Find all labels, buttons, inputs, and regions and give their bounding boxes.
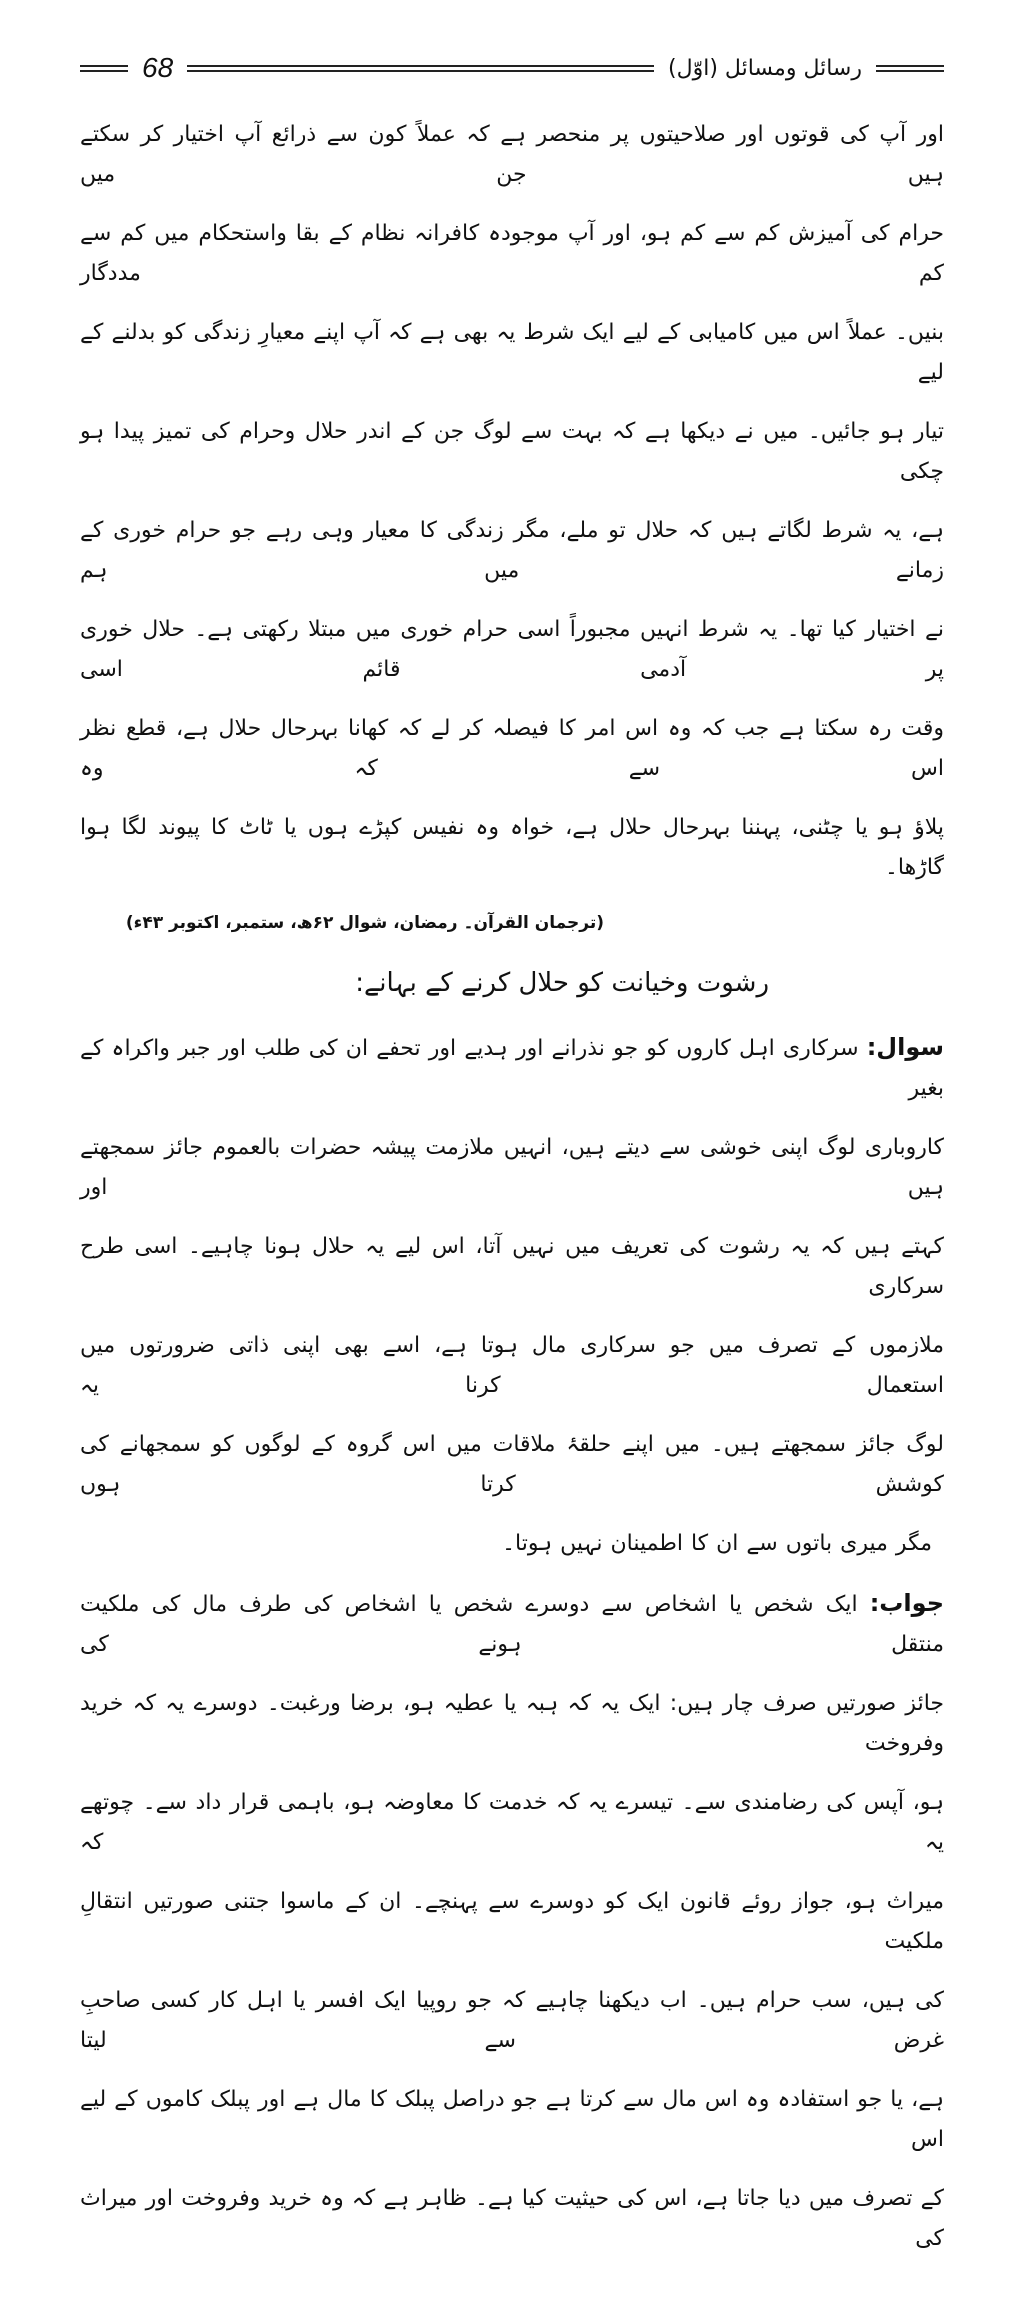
text-line: سرکاری اہل کاروں کو جو نذرانے اور ہدیے اور تحفے ان کی طلب اور جبر واکراہ کے بغیر xyxy=(80,1036,944,1101)
page-header xyxy=(80,48,944,88)
answer-section xyxy=(80,1574,944,2269)
text-line: پلاؤ ہو یا چٹنی، پہننا بہرحال حلال ہے، خواہ وہ نفیس کپڑے ہوں یا ٹاٹ کا پیوند لگا ہوا گاڑھا۔ xyxy=(80,815,944,880)
text-line: اور آپ کی قوتوں اور صلاحیتوں پر منحصر ہے کہ عملاً کون سے ذرائع آپ اختیار کر سکتے ہیں جن میں xyxy=(80,122,944,187)
text-line: کے تصرف میں دیا جاتا ہے، اس کی حیثیت کیا ہے۔ ظاہر ہے کہ وہ خرید وفروخت اور میراث کی xyxy=(80,2186,944,2251)
page-number: 68 xyxy=(142,52,174,83)
text-line: میراث ہو، جواز روئے قانون ایک کو دوسرے سے پہنچے۔ ان کے ماسوا جتنی صورتیں انتقالِ ملکیت xyxy=(80,1889,944,1954)
text-line: تیار ہو جائیں۔ میں نے دیکھا ہے کہ بہت سے لوگ جن کے اندر حلال وحرام کی تمیز پیدا ہو چکی xyxy=(80,419,944,484)
text-line: کہتے ہیں کہ یہ رشوت کی تعریف میں نہیں آتا، اس لیے یہ حلال ہونا چاہیے۔ اسی طرح سرکاری xyxy=(80,1234,944,1299)
question-first-line xyxy=(80,1018,944,1119)
text-line: مگر میری باتوں سے ان کا اطمینان نہیں ہوتا۔ xyxy=(502,1531,932,1556)
text-line: جائز صورتیں صرف چار ہیں: ایک یہ کہ ہبہ یا عطیہ ہو، برضا ورغبت۔ دوسرے یہ کہ خرید وفروخت xyxy=(80,1691,944,1756)
text-line: وقت رہ سکتا ہے جب کہ وہ اس امر کا فیصلہ کر لے کہ کھانا بہرحال حلال ہے، قطع نظر اس سے کہ وہ xyxy=(80,716,944,781)
text-line: ہے، یا جو استفادہ وہ اس مال سے کرتا ہے جو دراصل پبلک کا مال ہے اور پبلک کاموں کے لیے اس xyxy=(80,2087,944,2152)
text-line: ہو، آپس کی رضامندی سے۔ تیسرے یہ کہ خدمت کا معاوضہ ہو، باہمی قرار داد سے۔ چوتھے یہ کہ xyxy=(80,1790,944,1855)
text-line: حرام کی آمیزش کم سے کم ہو، اور آپ موجودہ کافرانہ نظام کے بقا واستحکام میں کم سے کم مددگار xyxy=(80,221,944,286)
text-line: ایک شخص یا اشخاص سے دوسرے شخص یا اشخاص کی طرف مال کی ملکیت منتقل ہونے کی xyxy=(80,1592,944,1657)
book-page xyxy=(80,0,944,2309)
header-rule-left xyxy=(80,65,128,72)
text-line: نے اختیار کیا تھا۔ یہ شرط انہیں مجبوراً اسی حرام خوری میں مبتلا رکھتی ہے۔ حلال خوری پر آدمی قائم اسی xyxy=(80,617,944,682)
paragraph-1 xyxy=(80,106,944,1018)
citation: (ترجمان القرآن۔ رمضان، شوال ۶۲ھ، ستمبر، اکتوبر ۴۳ء) xyxy=(125,913,604,933)
question-section xyxy=(80,1018,944,1574)
question-label: سوال: xyxy=(866,1033,944,1061)
header-rule-right xyxy=(876,65,944,72)
book-title: رسائل ومسائل (اوّل) xyxy=(668,55,862,81)
text-line: کاروباری لوگ اپنی خوشی سے دیتے ہیں، انہیں ملازمت پیشہ حضرات بالعموم جائز سمجھتے ہیں اور xyxy=(80,1135,944,1200)
answer-first-line xyxy=(80,1574,944,1675)
text-line: لوگ جائز سمجھتے ہیں۔ میں اپنے حلقۂ ملاقات میں اس گروہ کے لوگوں کو سمجھانے کی کوشش کرتا ہوں xyxy=(80,1432,944,1497)
text-line: بنیں۔ عملاً اس میں کامیابی کے لیے ایک شرط یہ بھی ہے کہ آپ اپنے معیارِ زندگی کو بدلنے کے لیے xyxy=(80,320,944,385)
text-line: ملازموں کے تصرف میں جو سرکاری مال ہوتا ہے، اسے بھی اپنی ذاتی ضرورتوں میں استعمال کرنا یہ xyxy=(80,1333,944,1398)
text-line: کی ہیں، سب حرام ہیں۔ اب دیکھنا چاہیے کہ جو روپیا ایک افسر یا اہل کار کسی صاحبِ غرض سے لیتا xyxy=(80,1988,944,2053)
header-rule-middle xyxy=(187,65,654,72)
answer-label: جواب: xyxy=(869,1589,944,1617)
section-heading: رشوت وخیانت کو حلال کرنے کے بہانے: xyxy=(355,968,769,998)
text-line: ہے، یہ شرط لگاتے ہیں کہ حلال تو ملے، مگر زندگی کا معیار وہی رہے جو حرام خوری کے زمانے میں ہم xyxy=(80,518,944,583)
